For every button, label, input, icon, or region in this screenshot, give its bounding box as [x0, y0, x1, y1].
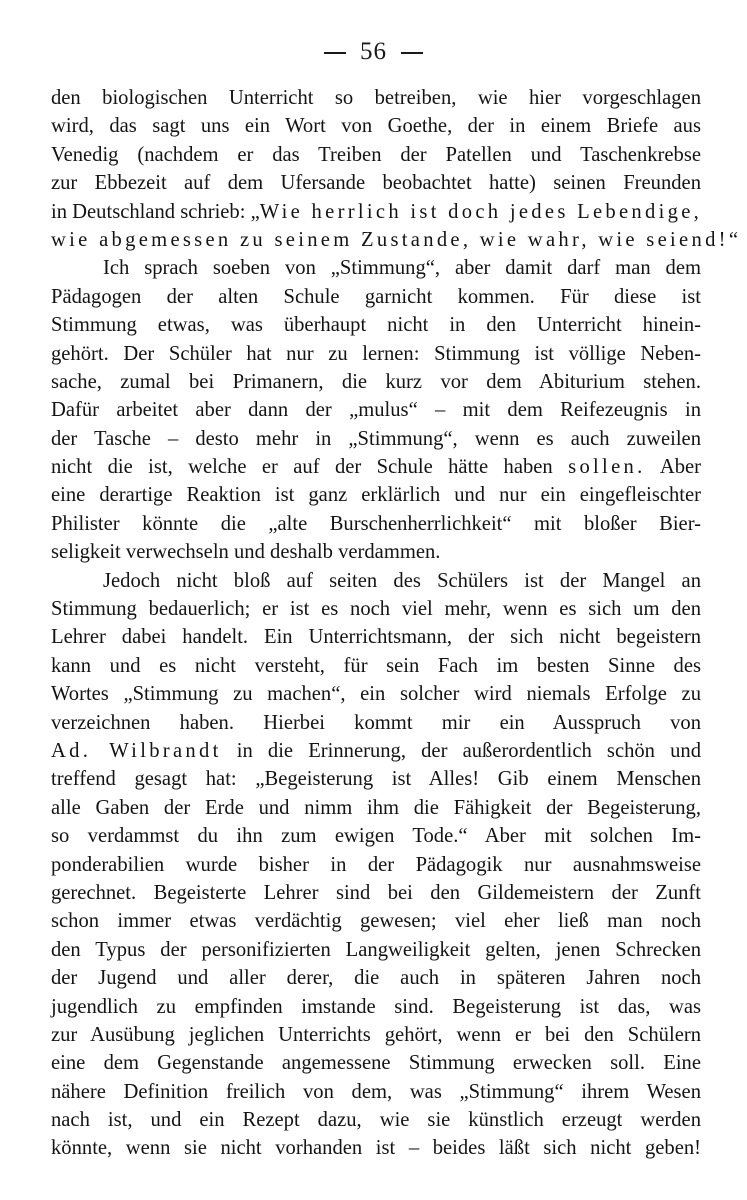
text-line: der Jugend und aller derer, die auch in späteren Jahren noch	[51, 967, 701, 990]
text-line: in Deutschland schrieb: „Wie herrlich ist doch jedes Lebendige,	[51, 200, 703, 223]
page-number-dash-right	[401, 52, 423, 54]
text-line: der Tasche – desto mehr in „Stimmung“, wenn es auch zuweilen	[51, 427, 701, 450]
text-line: nicht die ist, welche er auf der Schule hätte haben sollen. Aber	[51, 456, 701, 479]
text-line: eine dem Gegenstande angemessene Stimmung erwecken soll. Eine	[51, 1052, 701, 1075]
text-line: wie abgemessen zu seinem Zustande, wie wahr, wie seiend!“	[51, 228, 738, 251]
text-line: eine derartige Reaktion ist ganz erklärlich und nur ein eingefleischter	[51, 484, 701, 507]
text-line: alle Gaben der Erde und nimm ihm die Fähigkeit der Begeisterung,	[51, 796, 701, 819]
page-number-value: 56	[360, 38, 387, 65]
text-line: Dafür arbeitet aber dann der „mulus“ – mit dem Reifezeugnis in	[51, 399, 701, 422]
spaced-emphasis: wie abgemessen zu seinem Zustande, wie wahr, wie seiend!	[51, 228, 729, 251]
text-line: kann und es nicht versteht, für sein Fach im besten Sinne des	[51, 654, 701, 677]
text-line: sache, zumal bei Primanern, die kurz vor dem Abiturium stehen.	[51, 370, 701, 393]
text-line: verzeichnen haben. Hierbei kommt mir ein Ausspruch von	[51, 711, 701, 734]
text-line: könnte, wenn sie nicht vorhanden ist – beides läßt sich nicht geben!	[51, 1137, 701, 1160]
page-number	[0, 38, 747, 66]
text-line: ponderabilien wurde bisher in der Pädagogik nur ausnahmsweise	[51, 853, 701, 876]
text-line: gehört. Der Schüler hat nur zu lernen: Stimmung ist völlige Neben-	[51, 342, 701, 365]
text-line: treffend gesagt hat: „Begeisterung ist Alles! Gib einem Menschen	[51, 768, 701, 791]
text-line: Stimmung etwas, was überhaupt nicht in den Unterricht hinein-	[51, 314, 701, 337]
text-line: Ich sprach soeben von „Stimmung“, aber damit darf man dem	[103, 257, 701, 280]
text-line: nach ist, und ein Rezept dazu, wie sie künstlich erzeugt werden	[51, 1109, 701, 1132]
text-line: zur Ebbezeit auf dem Ufersande beobachtet hatte) seinen Freunden	[51, 172, 701, 195]
text-line: den biologischen Unterricht so betreiben, wie hier vorgeschlagen	[51, 87, 701, 109]
body-text	[51, 84, 738, 1163]
text-line: Pädagogen der alten Schule garnicht kommen. Für diese ist	[51, 285, 701, 308]
spaced-emphasis: Wie herrlich ist doch jedes Lebendige,	[259, 200, 703, 223]
text-line: schon immer etwas verdächtig gewesen; viel eher ließ man noch	[51, 910, 701, 933]
text-line: zur Ausübung jeglichen Unterrichts gehört, wenn er bei den Schülern	[51, 1023, 701, 1046]
text-line: Jedoch nicht bloß auf seiten des Schülers ist der Mangel an	[103, 569, 701, 592]
page-number-dash-left	[324, 52, 346, 54]
spaced-emphasis: sollen.	[568, 456, 646, 479]
text-line: nähere Definition freilich von dem, was „Stimmung“ ihrem Wesen	[51, 1080, 701, 1103]
text-line: jugendlich zu empfinden imstande sind. Begeisterung ist das, was	[51, 995, 701, 1018]
text-line: Lehrer dabei handelt. Ein Unterrichtsmann, der sich nicht begeistern	[51, 626, 701, 649]
spaced-emphasis: Ad. Wilbrandt	[51, 739, 222, 762]
text-line: Philister könnte die „alte Burschenherrlichkeit“ mit bloßer Bier-	[51, 512, 701, 535]
text-line: Stimmung bedauerlich; er ist es noch viel mehr, wenn es sich um den	[51, 598, 701, 621]
text-line: wird, das sagt uns ein Wort von Goethe, der in einem Briefe aus	[51, 115, 701, 138]
text-line: gerechnet. Begeisterte Lehrer sind bei den Gildemeistern der Zunft	[51, 881, 701, 904]
text-line: Ad. Wilbrandt in die Erinnerung, der außerordentlich schön und	[51, 739, 702, 762]
text-line: den Typus der personifizierten Langweiligkeit gelten, jenen Schrecken	[51, 938, 701, 961]
text-line: seligkeit verwechseln und deshalb verdammen.	[51, 541, 441, 564]
text-line: Wortes „Stimmung zu machen“, ein solcher wird niemals Erfolge zu	[51, 683, 701, 706]
text-line: so verdammst du ihn zum ewigen Tode.“ Aber mit solchen Im-	[51, 825, 701, 848]
text-line: Venedig (nachdem er das Treiben der Patellen und Taschenkrebse	[51, 143, 701, 166]
